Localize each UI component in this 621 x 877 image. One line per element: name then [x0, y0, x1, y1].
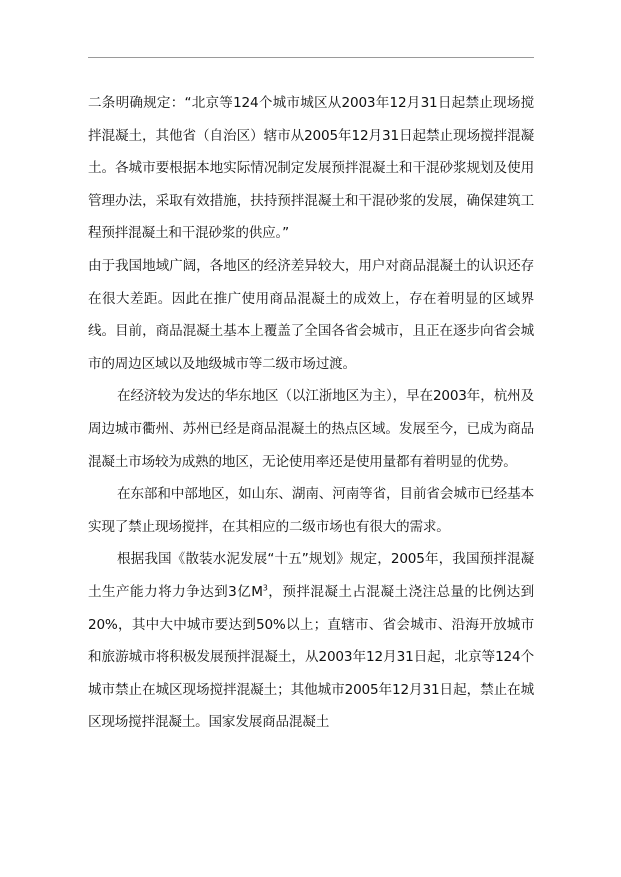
- paragraph-east-central: 在东部和中部地区，如山东、湖南、河南等省，目前省会城市已经基本实现了禁止现场搅拌，在其相应的二级市场也有很大的需求。: [88, 486, 534, 535]
- paragraph-regional-differences: 由于我国地域广阔，各地区的经济差异较大，用户对商品混凝土的认识还存在很大差距。因此在推广使用商品混凝土的成效上，存在着明显的区域界线。目前，商品混凝土基本上覆盖了全国各省会城市，且正在逐步向省会城市的周边区域以及地级城市等二级市场过渡。: [88, 257, 534, 372]
- plan-text-after-unit: ，预拌混凝土占混凝土浇注总量的比例达到20%，其中大中城市要达到50%以上；直辖市、省会城市、沿海开放城市和旅游城市将积极发展预拌混凝土，从2003年12月31日起，北京等124个城市禁止在城区现场搅拌混凝土；其他城市2005年12月31日起，禁止在城区现场搅拌混凝土。国家发展商品混凝土: [88, 583, 535, 731]
- volume-unit-base: M: [251, 583, 263, 600]
- volume-unit-exponent: 3: [262, 583, 268, 593]
- paragraph-east-china: 在经济较为发达的华东地区（以江浙地区为主），早在2003年，杭州及周边城市衢州、苏州已经是商品混凝土的热点区域。发展至今，已成为商品混凝土市场较为成熟的地区，无论使用率还是使用量都有着明显的优势。: [88, 388, 534, 470]
- document-body: [88, 87, 534, 739]
- volume-unit: [251, 584, 267, 600]
- paragraph-regulation-quote: 二条明确规定：“北京等124个城市城区从2003年12月31日起禁止现场搅拌混凝土，其他省（自治区）辖市从2005年12月31日起禁止现场搅拌混凝土。各城市要根据本地实际情况制定发展预拌混凝土和干混砂浆规划及使用管理办法，采取有效措施，扶持预拌混凝土和干混砂浆的发展，确保建筑工程预拌混凝土和干混砂浆的供应。”: [88, 95, 534, 242]
- plan-text-before-unit: 根据我国《散装水泥发展“十五”规划》规定，2005年，我国预拌混凝土生产能力将力争达到3亿: [88, 551, 534, 600]
- page-header-rule: [88, 57, 534, 58]
- paragraph-fifteenth-plan: [88, 543, 534, 739]
